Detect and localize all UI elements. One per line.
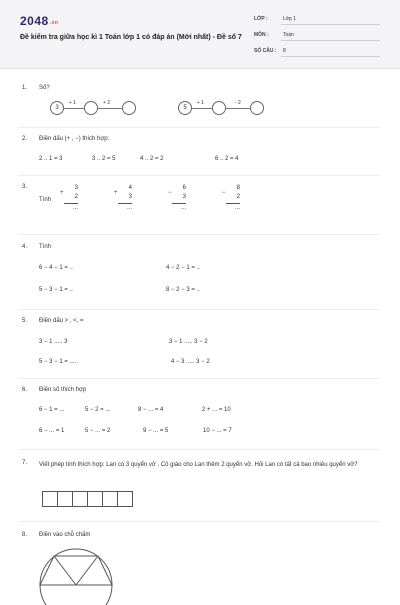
exercise-item[interactable]: 6 − 1 = ... bbox=[39, 407, 65, 413]
chain-op: - 2 bbox=[235, 100, 241, 106]
chain-circle-blank[interactable] bbox=[212, 101, 226, 115]
document-header bbox=[0, 0, 400, 69]
chain-circle-blank[interactable] bbox=[250, 101, 264, 115]
exercise-item[interactable]: 2 + ... = 10 bbox=[202, 407, 231, 413]
meta-class: LỚP : Lớp 1 bbox=[254, 14, 380, 25]
figure-line bbox=[54, 556, 76, 585]
chain-op: + 1 bbox=[69, 100, 77, 106]
exercise-item[interactable]: 6 − 4 − 1 = .. bbox=[39, 265, 73, 271]
exercise-item[interactable]: 5 − 3 − 1 = ..... bbox=[39, 359, 78, 365]
geometry-figure bbox=[38, 545, 118, 605]
document-title: Đề kiểm tra giữa học kì 1 Toán lớp 1 có đáp án (Mới nhất) - Đề số 7 bbox=[20, 34, 242, 41]
number-chain-1 bbox=[50, 101, 145, 117]
figure-line bbox=[76, 556, 98, 585]
answer-box[interactable] bbox=[117, 491, 133, 507]
answer-box[interactable] bbox=[42, 491, 58, 507]
answer-box[interactable] bbox=[57, 491, 73, 507]
chain-circle-blank[interactable] bbox=[122, 101, 136, 115]
column-subtraction: − 6 3 ... bbox=[168, 185, 186, 211]
exercise-item[interactable]: 9 − ... = 5 bbox=[143, 428, 169, 434]
exercise-item[interactable]: 4 − 3 ..... 3 − 2 bbox=[171, 359, 210, 365]
exercise-item[interactable]: 8 − 2 − 3 = .. bbox=[166, 287, 200, 293]
chain-op: + 1 bbox=[197, 100, 205, 106]
exercise-item[interactable]: 3 − 1 ..... 3 − 2 bbox=[169, 339, 208, 345]
figure-quadrilateral bbox=[40, 556, 112, 585]
exercise-item[interactable]: 2 .. 1 = 3 bbox=[39, 156, 63, 162]
answer-boxes[interactable] bbox=[42, 491, 132, 507]
exercise-item[interactable]: 5 − 3 − 1 = .. bbox=[39, 287, 73, 293]
column-subtraction: − 8 2 ... bbox=[222, 185, 240, 211]
chain-op: + 2 bbox=[103, 100, 111, 106]
site-logo[interactable]: 2048.vn bbox=[20, 14, 59, 28]
column-addition: + 4 3 ... bbox=[114, 185, 132, 211]
exercise-item[interactable]: 4 .. 2 = 2 bbox=[140, 156, 164, 162]
column-addition: + 3 2 ... bbox=[60, 185, 78, 211]
figure-circle bbox=[40, 549, 112, 605]
question-3-label: Tính bbox=[39, 197, 52, 203]
chain-circle-blank[interactable] bbox=[84, 101, 98, 115]
number-chain-2 bbox=[178, 101, 273, 117]
exercise-item[interactable]: 3 − 1 ..... 3 bbox=[39, 339, 68, 345]
exercise-item[interactable]: 4 − 2 − 1 = .. bbox=[166, 265, 200, 271]
exercise-item[interactable]: 5 − 2 = ... bbox=[85, 407, 111, 413]
meta-subject: MÔN : Toán bbox=[254, 30, 380, 41]
answer-box[interactable] bbox=[72, 491, 88, 507]
chain-circle-start: 5 bbox=[178, 101, 192, 115]
chain-circle-start: 3 bbox=[50, 101, 64, 115]
answer-box[interactable] bbox=[87, 491, 103, 507]
exercise-item[interactable]: 8 − ... = 4 bbox=[138, 407, 164, 413]
meta-question-count: SỐ CÂU : 8 bbox=[254, 46, 380, 57]
exercise-item[interactable]: 6 .. 2 = 4 bbox=[215, 156, 239, 162]
exercise-item[interactable]: 10 − ... = 7 bbox=[203, 428, 232, 434]
answer-box[interactable] bbox=[102, 491, 118, 507]
exercise-item[interactable]: 6 − ... = 1 bbox=[39, 428, 65, 434]
exercise-item[interactable]: 5 − ... = 2 bbox=[85, 428, 111, 434]
exercise-item[interactable]: 3 .. 2 = 5 bbox=[92, 156, 116, 162]
